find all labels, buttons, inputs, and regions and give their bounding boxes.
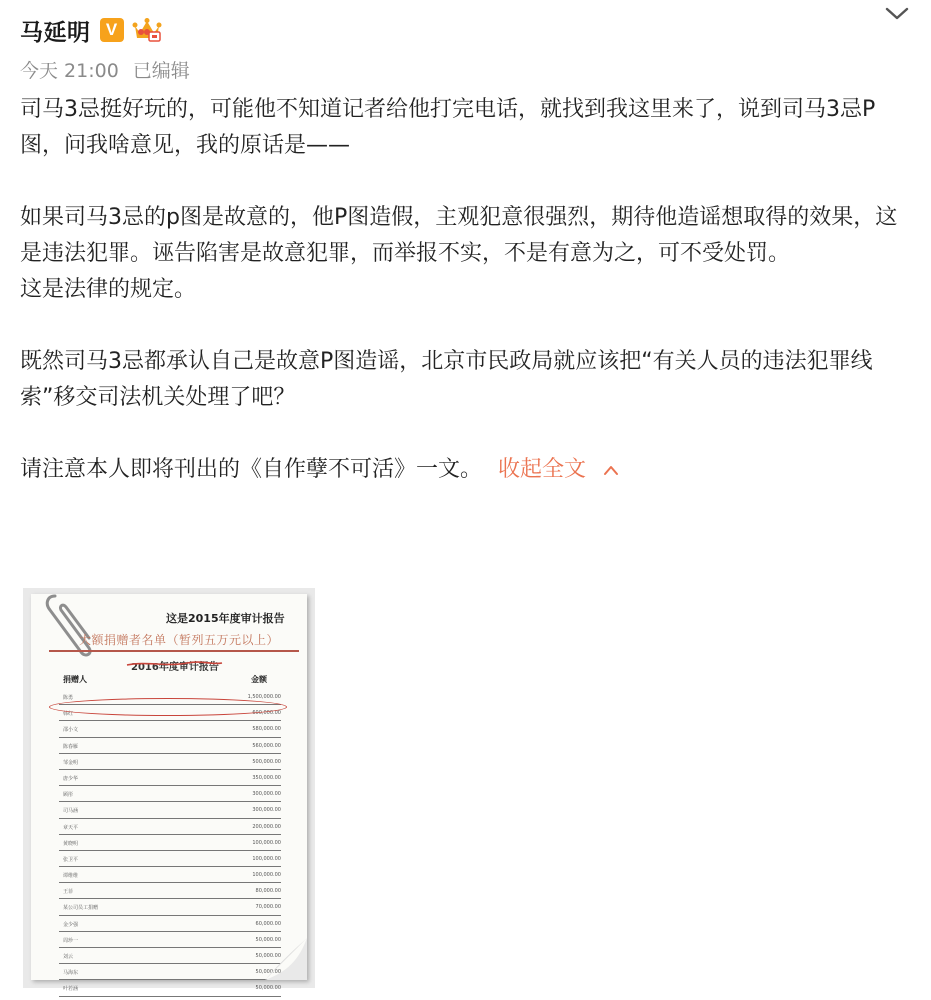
donor-name: 司马涵 xyxy=(63,808,79,815)
paragraph-3: 这是法律的规定。 xyxy=(20,277,197,302)
donor-amount: 100,000.00 xyxy=(252,839,281,846)
donor-amount: 70,000.00 xyxy=(255,904,281,911)
member-crown-icon xyxy=(132,17,162,43)
donor-row xyxy=(59,883,281,899)
donor-name: 张卫平 xyxy=(63,856,79,863)
donor-name: 顾彤 xyxy=(63,792,74,799)
donor-amount: 600,000.00 xyxy=(252,710,281,717)
donor-name: 邵小文 xyxy=(63,727,79,734)
donor-amount: 580,000.00 xyxy=(252,726,281,733)
paragraph-4: 既然司马3忌都承认自己是故意P图造谣，北京市民政局就应该把“有关人员的违法犯罪线索”移交司法机关处理了吧？ xyxy=(20,349,873,410)
highlight-ellipse xyxy=(49,698,287,716)
donor-amount: 500,000.00 xyxy=(252,758,281,765)
post-meta xyxy=(20,56,190,83)
strike-through-mark xyxy=(127,657,222,671)
donor-row xyxy=(59,851,281,867)
struck-title: 2016年度审计报告 xyxy=(131,662,219,673)
donor-name: 邹金明 xyxy=(63,759,79,766)
more-options-chevron-icon[interactable] xyxy=(885,6,909,22)
donor-name: 叶若涵 xyxy=(63,986,79,993)
column-header-donor: 捐赠人 xyxy=(63,675,87,684)
donor-name: 马海东 xyxy=(63,970,79,977)
donor-name: 周珍一 xyxy=(63,937,79,944)
post-content xyxy=(20,92,915,488)
document-title: 这是2015年度审计报告 xyxy=(166,612,285,625)
donor-amount: 560,000.00 xyxy=(252,742,281,749)
author-name[interactable]: 马延明 xyxy=(20,19,91,46)
donor-amount: 300,000.00 xyxy=(252,791,281,798)
paragraph-2: 如果司马3忌的p图是故意的，他P图造假，主观犯意很强烈，期待他造谣想取得的效果，这是违法犯罪。诬告陷害是故意犯罪，而举报不实，不是有意为之，可不受处罚。 xyxy=(20,205,898,266)
donor-name: 陈春雁 xyxy=(63,743,79,750)
donor-name: 王菲 xyxy=(63,889,74,896)
donor-name: 唐少华 xyxy=(63,775,79,782)
donor-row xyxy=(59,738,281,754)
donor-row xyxy=(59,770,281,786)
donor-row xyxy=(59,980,281,996)
donor-amount: 350,000.00 xyxy=(252,774,281,781)
donor-row xyxy=(59,899,281,915)
paperclip-icon xyxy=(41,590,97,670)
donor-name: 某公司员工捐赠 xyxy=(63,905,99,912)
donor-row xyxy=(59,721,281,737)
donor-row xyxy=(59,754,281,770)
post-time[interactable]: 今天 21:00 xyxy=(20,60,119,82)
paragraph-5 xyxy=(20,452,915,488)
donor-amount: 1,500,000.00 xyxy=(247,694,281,700)
donor-row xyxy=(59,867,281,883)
page-curl xyxy=(247,920,307,980)
column-header-amount: 金额 xyxy=(251,675,267,684)
donor-amount: 300,000.00 xyxy=(252,807,281,814)
donor-amount: 100,000.00 xyxy=(252,872,281,879)
edited-label[interactable]: 已编辑 xyxy=(132,60,190,82)
donor-amount: 100,000.00 xyxy=(252,855,281,862)
donor-amount: 50,000.00 xyxy=(255,936,281,943)
attached-image[interactable] xyxy=(23,588,315,993)
donor-name: 章天平 xyxy=(63,824,79,831)
donor-amount: 60,000.00 xyxy=(255,920,281,927)
paragraph-1: 司马3忌挺好玩的，可能他不知道记者给他打完电话，就找到我这里来了，说到司马3忌P图，问我啥意见，我的原话是—— xyxy=(20,97,876,158)
donor-row xyxy=(59,819,281,835)
document-paper xyxy=(31,594,307,993)
donor-amount: 50,000.00 xyxy=(255,969,281,976)
chevron-up-icon[interactable] xyxy=(602,464,620,476)
donor-name: 谭维维 xyxy=(63,873,79,880)
document-subtitle: 大额捐赠者名单（暂列五万元以上） xyxy=(79,633,280,647)
donor-row xyxy=(59,802,281,818)
donor-name: 韩红 xyxy=(63,711,74,718)
donor-amount: 50,000.00 xyxy=(255,985,281,992)
donor-name: 陈勇 xyxy=(63,695,74,701)
divider xyxy=(49,650,299,652)
donor-name: 金少强 xyxy=(63,921,79,928)
post-header xyxy=(20,10,162,50)
donor-row xyxy=(59,786,281,802)
donor-row xyxy=(59,835,281,851)
donor-amount: 200,000.00 xyxy=(252,823,281,830)
donor-amount: 50,000.00 xyxy=(255,953,281,959)
verified-badge-icon: V xyxy=(100,18,124,42)
donor-name: 刘云 xyxy=(63,954,74,960)
donor-amount: 80,000.00 xyxy=(255,888,281,895)
donor-name: 黄晓明 xyxy=(63,840,79,847)
paragraph-5-text: 请注意本人即将刊出的《自作孽不可活》一文。 xyxy=(20,457,483,482)
collapse-button[interactable]: 收起全文 xyxy=(498,457,587,482)
